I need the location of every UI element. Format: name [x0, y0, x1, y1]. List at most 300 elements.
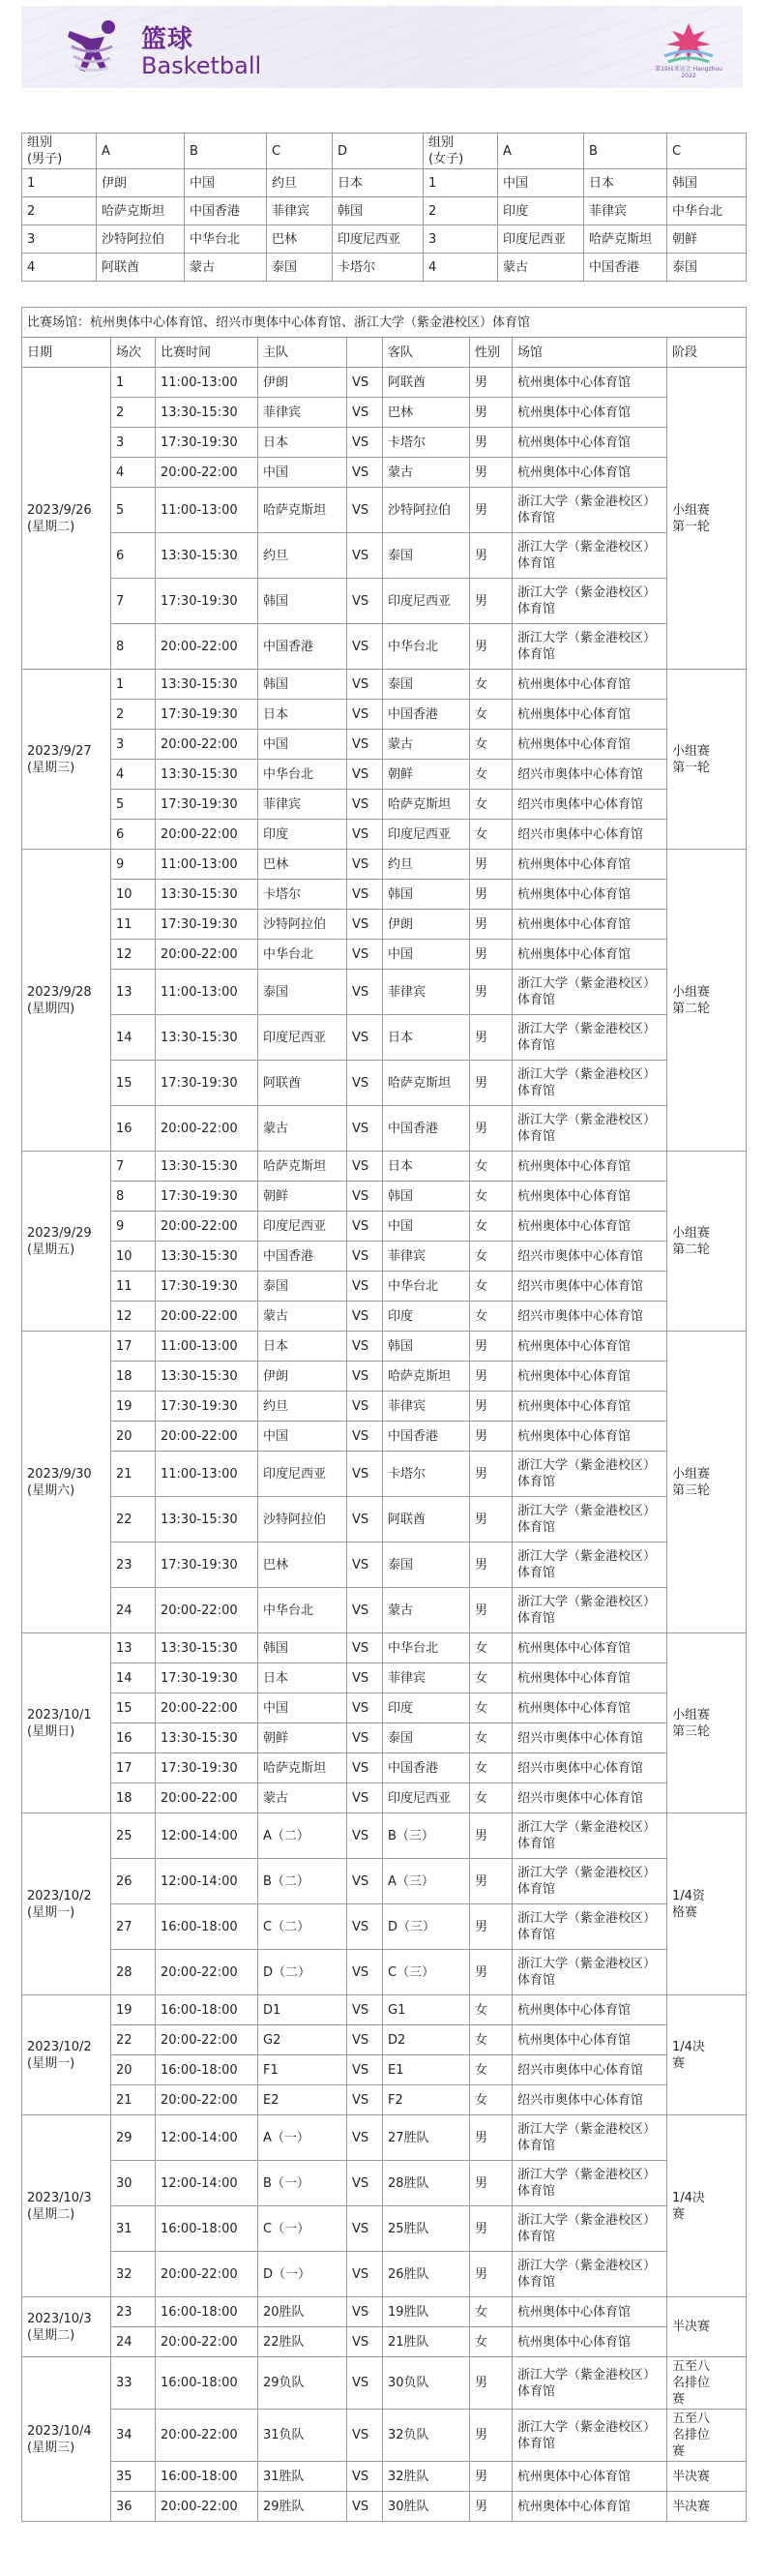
home-team: D（一）: [258, 2252, 347, 2297]
venue: 杭州奥体中心体育馆: [513, 398, 667, 428]
away-team: 32胜队: [383, 2462, 470, 2492]
game-number: 23: [111, 2297, 156, 2327]
versus-label: VS: [347, 1106, 383, 1152]
gender: 男: [470, 1061, 513, 1106]
home-team: 韩国: [258, 670, 347, 700]
away-team: 巴林: [383, 398, 470, 428]
home-team: 菲律宾: [258, 398, 347, 428]
away-team: 19胜队: [383, 2297, 470, 2327]
home-team: 朝鲜: [258, 1723, 347, 1753]
stage: 小组赛 第二轮: [667, 850, 747, 1152]
schedule-header: 比赛时间: [156, 338, 258, 368]
game-time: 20:00-22:00: [156, 730, 258, 760]
home-team: 中国香港: [258, 624, 347, 670]
game-row: [22, 790, 747, 820]
women-team: 日本: [584, 169, 667, 197]
gender: 女: [470, 1753, 513, 1783]
game-time: 20:00-22:00: [156, 624, 258, 670]
venue: 杭州奥体中心体育馆: [513, 880, 667, 910]
away-team: 中国香港: [383, 1753, 470, 1783]
gender: 男: [470, 1362, 513, 1392]
game-number: 7: [111, 579, 156, 624]
game-date: 2023/9/27 (星期三): [22, 670, 111, 850]
men-team: 泰国: [267, 254, 333, 282]
game-time: 13:30-15:30: [156, 1242, 258, 1272]
home-team: 泰国: [258, 1272, 347, 1302]
versus-label: VS: [347, 1904, 383, 1950]
men-group-header: D: [333, 134, 424, 169]
versus-label: VS: [347, 1302, 383, 1332]
game-number: 27: [111, 1904, 156, 1950]
men-team: 韩国: [333, 197, 424, 225]
game-time: 11:00-13:00: [156, 970, 258, 1015]
home-team: A（一）: [258, 2115, 347, 2161]
home-team: 31负队: [258, 2410, 347, 2462]
gender: 男: [470, 1332, 513, 1362]
away-team: A（三）: [383, 1859, 470, 1904]
game-row: [22, 1663, 747, 1693]
gender: 女: [470, 700, 513, 730]
game-number: 10: [111, 1242, 156, 1272]
versus-label: VS: [347, 2055, 383, 2085]
venue: 杭州奥体中心体育馆: [513, 1663, 667, 1693]
game-time: 16:00-18:00: [156, 2206, 258, 2252]
game-time: 13:30-15:30: [156, 670, 258, 700]
women-seed: 4: [424, 254, 498, 282]
away-team: 印度尼西亚: [383, 820, 470, 850]
versus-label: VS: [347, 1152, 383, 1182]
game-row: [22, 2410, 747, 2462]
gender: 男: [470, 1904, 513, 1950]
venue: 浙江大学（紫金港校区）体育馆: [513, 1106, 667, 1152]
game-number: 24: [111, 1588, 156, 1633]
game-row: [22, 2025, 747, 2055]
versus-label: VS: [347, 1061, 383, 1106]
game-number: 33: [111, 2357, 156, 2410]
game-number: 2: [111, 398, 156, 428]
game-row: [22, 1588, 747, 1633]
away-team: 蒙古: [383, 1588, 470, 1633]
home-team: A（二）: [258, 1813, 347, 1859]
groups-header-row: [22, 134, 747, 169]
versus-label: VS: [347, 1950, 383, 1995]
away-team: 中国香港: [383, 700, 470, 730]
home-team: 蒙古: [258, 1302, 347, 1332]
venue: 浙江大学（紫金港校区）体育馆: [513, 1015, 667, 1061]
gender: 男: [470, 1392, 513, 1422]
stage: 半决赛: [667, 2462, 747, 2492]
venue: 杭州奥体中心体育馆: [513, 1693, 667, 1723]
game-row: [22, 428, 747, 458]
home-team: C（一）: [258, 2206, 347, 2252]
versus-label: VS: [347, 458, 383, 488]
game-number: 10: [111, 880, 156, 910]
gender: 女: [470, 790, 513, 820]
gender: 女: [470, 1723, 513, 1753]
gender: 男: [470, 533, 513, 579]
game-row: [22, 880, 747, 910]
venue: 杭州奥体中心体育馆: [513, 940, 667, 970]
gender: 女: [470, 820, 513, 850]
away-team: 28胜队: [383, 2161, 470, 2206]
venue: 杭州奥体中心体育馆: [513, 1182, 667, 1212]
game-row: [22, 940, 747, 970]
away-team: 30胜队: [383, 2492, 470, 2522]
game-time: 16:00-18:00: [156, 2357, 258, 2410]
venues-line: 比赛场馆：杭州奥体中心体育馆、绍兴市奥体中心体育馆、浙江大学（紫金港校区）体育馆: [22, 308, 747, 338]
gender: 女: [470, 1995, 513, 2025]
page-title-cn: 篮球: [141, 25, 194, 54]
game-row: [22, 1693, 747, 1723]
women-team: 印度尼西亚: [498, 225, 584, 254]
game-number: 11: [111, 1272, 156, 1302]
game-number: 35: [111, 2462, 156, 2492]
versus-label: VS: [347, 2085, 383, 2115]
home-team: B（二）: [258, 1859, 347, 1904]
versus-label: VS: [347, 2115, 383, 2161]
game-number: 9: [111, 850, 156, 880]
game-number: 1: [111, 368, 156, 398]
gender: 女: [470, 1272, 513, 1302]
away-team: 中华台北: [383, 624, 470, 670]
schedule-header: 日期: [22, 338, 111, 368]
game-time: 11:00-13:00: [156, 850, 258, 880]
away-team: 阿联酋: [383, 1497, 470, 1543]
venue: 绍兴市奥体中心体育馆: [513, 1783, 667, 1813]
stage: 半决赛: [667, 2297, 747, 2357]
gender: 女: [470, 730, 513, 760]
venue: 浙江大学（紫金港校区）体育馆: [513, 624, 667, 670]
stage: 1/4决 赛: [667, 2115, 747, 2297]
game-row: [22, 2055, 747, 2085]
game-row: [22, 488, 747, 533]
venue: 绍兴市奥体中心体育馆: [513, 820, 667, 850]
game-time: 13:30-15:30: [156, 398, 258, 428]
gender: 男: [470, 624, 513, 670]
versus-label: VS: [347, 624, 383, 670]
men-team: 日本: [333, 169, 424, 197]
away-team: 中国: [383, 940, 470, 970]
schedule-header: 性别: [470, 338, 513, 368]
game-time: 17:30-19:30: [156, 1753, 258, 1783]
venue: 浙江大学（紫金港校区）体育馆: [513, 488, 667, 533]
gender: 男: [470, 579, 513, 624]
versus-label: VS: [347, 1392, 383, 1422]
home-team: 日本: [258, 700, 347, 730]
game-time: 20:00-22:00: [156, 2410, 258, 2462]
game-row: [22, 730, 747, 760]
men-group-label: 组别 (男子): [22, 134, 97, 169]
versus-label: VS: [347, 2206, 383, 2252]
venue: 浙江大学（紫金港校区）体育馆: [513, 1543, 667, 1588]
men-team: 中华台北: [185, 225, 267, 254]
game-row: [22, 2297, 747, 2327]
versus-label: VS: [347, 820, 383, 850]
away-team: 27胜队: [383, 2115, 470, 2161]
gender: 男: [470, 2410, 513, 2462]
men-team: 伊朗: [97, 169, 185, 197]
game-time: 17:30-19:30: [156, 1543, 258, 1588]
gender: 男: [470, 458, 513, 488]
women-team: 韩国: [667, 169, 747, 197]
venue: 绍兴市奥体中心体育馆: [513, 1272, 667, 1302]
venue: 杭州奥体中心体育馆: [513, 1152, 667, 1182]
venue: 浙江大学（紫金港校区）体育馆: [513, 2206, 667, 2252]
home-team: E2: [258, 2085, 347, 2115]
gender: 女: [470, 2025, 513, 2055]
gender: 女: [470, 2297, 513, 2327]
venue: 绍兴市奥体中心体育馆: [513, 790, 667, 820]
game-number: 30: [111, 2161, 156, 2206]
groups-row: [22, 225, 747, 254]
venue: 浙江大学（紫金港校区）体育馆: [513, 2115, 667, 2161]
game-row: [22, 1422, 747, 1452]
venue: 绍兴市奥体中心体育馆: [513, 1242, 667, 1272]
game-number: 4: [111, 760, 156, 790]
versus-label: VS: [347, 488, 383, 533]
game-row: [22, 1242, 747, 1272]
groups-table: [21, 133, 747, 282]
versus-label: VS: [347, 1588, 383, 1633]
game-date: 2023/10/1 (星期日): [22, 1633, 111, 1813]
versus-label: VS: [347, 1497, 383, 1543]
away-team: 中国: [383, 1212, 470, 1242]
game-time: 11:00-13:00: [156, 368, 258, 398]
game-time: 20:00-22:00: [156, 1693, 258, 1723]
gender: 女: [470, 1212, 513, 1242]
game-number: 14: [111, 1015, 156, 1061]
away-team: 韩国: [383, 880, 470, 910]
game-time: 13:30-15:30: [156, 1723, 258, 1753]
away-team: 泰国: [383, 1543, 470, 1588]
game-number: 5: [111, 790, 156, 820]
away-team: 朝鲜: [383, 760, 470, 790]
game-time: 13:30-15:30: [156, 1015, 258, 1061]
men-team: 菲律宾: [267, 197, 333, 225]
game-row: [22, 1904, 747, 1950]
venue: 杭州奥体中心体育馆: [513, 428, 667, 458]
game-time: 20:00-22:00: [156, 1422, 258, 1452]
game-row: [22, 2462, 747, 2492]
gender: 男: [470, 1859, 513, 1904]
gender: 男: [470, 2206, 513, 2252]
gender: 女: [470, 1663, 513, 1693]
venue: 绍兴市奥体中心体育馆: [513, 760, 667, 790]
away-team: 30负队: [383, 2357, 470, 2410]
versus-label: VS: [347, 398, 383, 428]
venue: 杭州奥体中心体育馆: [513, 2297, 667, 2327]
game-number: 12: [111, 940, 156, 970]
game-time: 20:00-22:00: [156, 940, 258, 970]
game-time: 20:00-22:00: [156, 458, 258, 488]
game-number: 16: [111, 1723, 156, 1753]
stage: 小组赛 第三轮: [667, 1633, 747, 1813]
away-team: 泰国: [383, 670, 470, 700]
game-row: [22, 579, 747, 624]
game-number: 3: [111, 730, 156, 760]
women-group-label: 组别 (女子): [424, 134, 498, 169]
men-seed: 4: [22, 254, 97, 282]
game-time: 17:30-19:30: [156, 700, 258, 730]
women-group-header: A: [498, 134, 584, 169]
venue: 绍兴市奥体中心体育馆: [513, 1723, 667, 1753]
gender: 男: [470, 2252, 513, 2297]
game-time: 20:00-22:00: [156, 1783, 258, 1813]
game-row: [22, 1106, 747, 1152]
home-team: D1: [258, 1995, 347, 2025]
away-team: G1: [383, 1995, 470, 2025]
men-seed: 1: [22, 169, 97, 197]
game-row: [22, 398, 747, 428]
game-number: 19: [111, 1392, 156, 1422]
away-team: 26胜队: [383, 2252, 470, 2297]
game-number: 13: [111, 1633, 156, 1663]
header-banner: [21, 6, 743, 88]
game-number: 24: [111, 2327, 156, 2357]
away-team: 中华台北: [383, 1633, 470, 1663]
home-team: 印度尼西亚: [258, 1015, 347, 1061]
venue: 杭州奥体中心体育馆: [513, 1392, 667, 1422]
game-row: [22, 1783, 747, 1813]
women-team: 哈萨克斯坦: [584, 225, 667, 254]
away-team: 沙特阿拉伯: [383, 488, 470, 533]
game-number: 15: [111, 1061, 156, 1106]
versus-label: VS: [347, 2462, 383, 2492]
game-row: [22, 820, 747, 850]
game-date: 2023/10/2 (星期一): [22, 1995, 111, 2115]
schedule-header: 客队: [383, 338, 470, 368]
venue: 杭州奥体中心体育馆: [513, 1995, 667, 2025]
versus-label: VS: [347, 910, 383, 940]
gender: 男: [470, 2492, 513, 2522]
gender: 男: [470, 880, 513, 910]
venue: 杭州奥体中心体育馆: [513, 1633, 667, 1663]
stage: 小组赛 第一轮: [667, 368, 747, 670]
venue: 浙江大学（紫金港校区）体育馆: [513, 2252, 667, 2297]
home-team: 韩国: [258, 1633, 347, 1663]
page-title-en: Basketball: [141, 52, 262, 79]
gender: 男: [470, 850, 513, 880]
home-team: 31胜队: [258, 2462, 347, 2492]
game-time: 20:00-22:00: [156, 1106, 258, 1152]
game-row: [22, 2206, 747, 2252]
game-time: 20:00-22:00: [156, 1212, 258, 1242]
game-date: 2023/10/2 (星期一): [22, 1813, 111, 1995]
stage: 1/4资 格赛: [667, 1813, 747, 1995]
game-number: 13: [111, 970, 156, 1015]
versus-label: VS: [347, 1723, 383, 1753]
game-time: 11:00-13:00: [156, 1452, 258, 1497]
game-number: 16: [111, 1106, 156, 1152]
game-row: [22, 458, 747, 488]
away-team: E1: [383, 2055, 470, 2085]
home-team: 中国: [258, 1693, 347, 1723]
versus-label: VS: [347, 730, 383, 760]
venue: 杭州奥体中心体育馆: [513, 910, 667, 940]
men-group-header: C: [267, 134, 333, 169]
gender: 男: [470, 1543, 513, 1588]
game-row: [22, 2357, 747, 2410]
versus-label: VS: [347, 970, 383, 1015]
game-number: 20: [111, 1422, 156, 1452]
men-team: 蒙古: [185, 254, 267, 282]
away-team: 哈萨克斯坦: [383, 1362, 470, 1392]
game-number: 12: [111, 1302, 156, 1332]
game-row: [22, 1212, 747, 1242]
game-row: [22, 2252, 747, 2297]
women-team: 泰国: [667, 254, 747, 282]
women-seed: 1: [424, 169, 498, 197]
game-number: 6: [111, 820, 156, 850]
versus-label: VS: [347, 790, 383, 820]
game-time: 13:30-15:30: [156, 880, 258, 910]
versus-label: VS: [347, 1212, 383, 1242]
home-team: F1: [258, 2055, 347, 2085]
gender: 女: [470, 2327, 513, 2357]
venues-row: [22, 308, 747, 338]
game-time: 12:00-14:00: [156, 1813, 258, 1859]
game-time: 13:30-15:30: [156, 533, 258, 579]
away-team: 阿联酋: [383, 368, 470, 398]
away-team: F2: [383, 2085, 470, 2115]
game-time: 13:30-15:30: [156, 1152, 258, 1182]
gender: 男: [470, 488, 513, 533]
game-number: 8: [111, 624, 156, 670]
game-row: [22, 1813, 747, 1859]
men-team: 约旦: [267, 169, 333, 197]
game-row: [22, 1392, 747, 1422]
game-date: 2023/10/3 (星期二): [22, 2115, 111, 2297]
venue: 浙江大学（紫金港校区）体育馆: [513, 1061, 667, 1106]
groups-row: [22, 169, 747, 197]
game-row: [22, 1995, 747, 2025]
game-number: 1: [111, 670, 156, 700]
gender: 男: [470, 910, 513, 940]
away-team: 日本: [383, 1015, 470, 1061]
versus-label: VS: [347, 850, 383, 880]
venue: 杭州奥体中心体育馆: [513, 2492, 667, 2522]
game-time: 16:00-18:00: [156, 1995, 258, 2025]
venue: 绍兴市奥体中心体育馆: [513, 2085, 667, 2115]
home-team: 卡塔尔: [258, 880, 347, 910]
home-team: 伊朗: [258, 368, 347, 398]
men-team: 中国: [185, 169, 267, 197]
game-number: 21: [111, 1452, 156, 1497]
home-team: 菲律宾: [258, 790, 347, 820]
home-team: 巴林: [258, 850, 347, 880]
game-row: [22, 1723, 747, 1753]
game-time: 20:00-22:00: [156, 2492, 258, 2522]
venue: 杭州奥体中心体育馆: [513, 850, 667, 880]
venue: 杭州奥体中心体育馆: [513, 730, 667, 760]
home-team: 中华台北: [258, 940, 347, 970]
venue: 浙江大学（紫金港校区）体育馆: [513, 1859, 667, 1904]
away-team: 32负队: [383, 2410, 470, 2462]
men-team: 哈萨克斯坦: [97, 197, 185, 225]
away-team: 蒙古: [383, 730, 470, 760]
venue: 杭州奥体中心体育馆: [513, 2462, 667, 2492]
away-team: 日本: [383, 1152, 470, 1182]
women-seed: 2: [424, 197, 498, 225]
gender: 男: [470, 398, 513, 428]
away-team: D2: [383, 2025, 470, 2055]
gender: 女: [470, 2055, 513, 2085]
versus-label: VS: [347, 1452, 383, 1497]
game-row: [22, 1061, 747, 1106]
men-team: 阿联酋: [97, 254, 185, 282]
schedule-header-row: [22, 338, 747, 368]
venue: 浙江大学（紫金港校区）体育馆: [513, 1813, 667, 1859]
